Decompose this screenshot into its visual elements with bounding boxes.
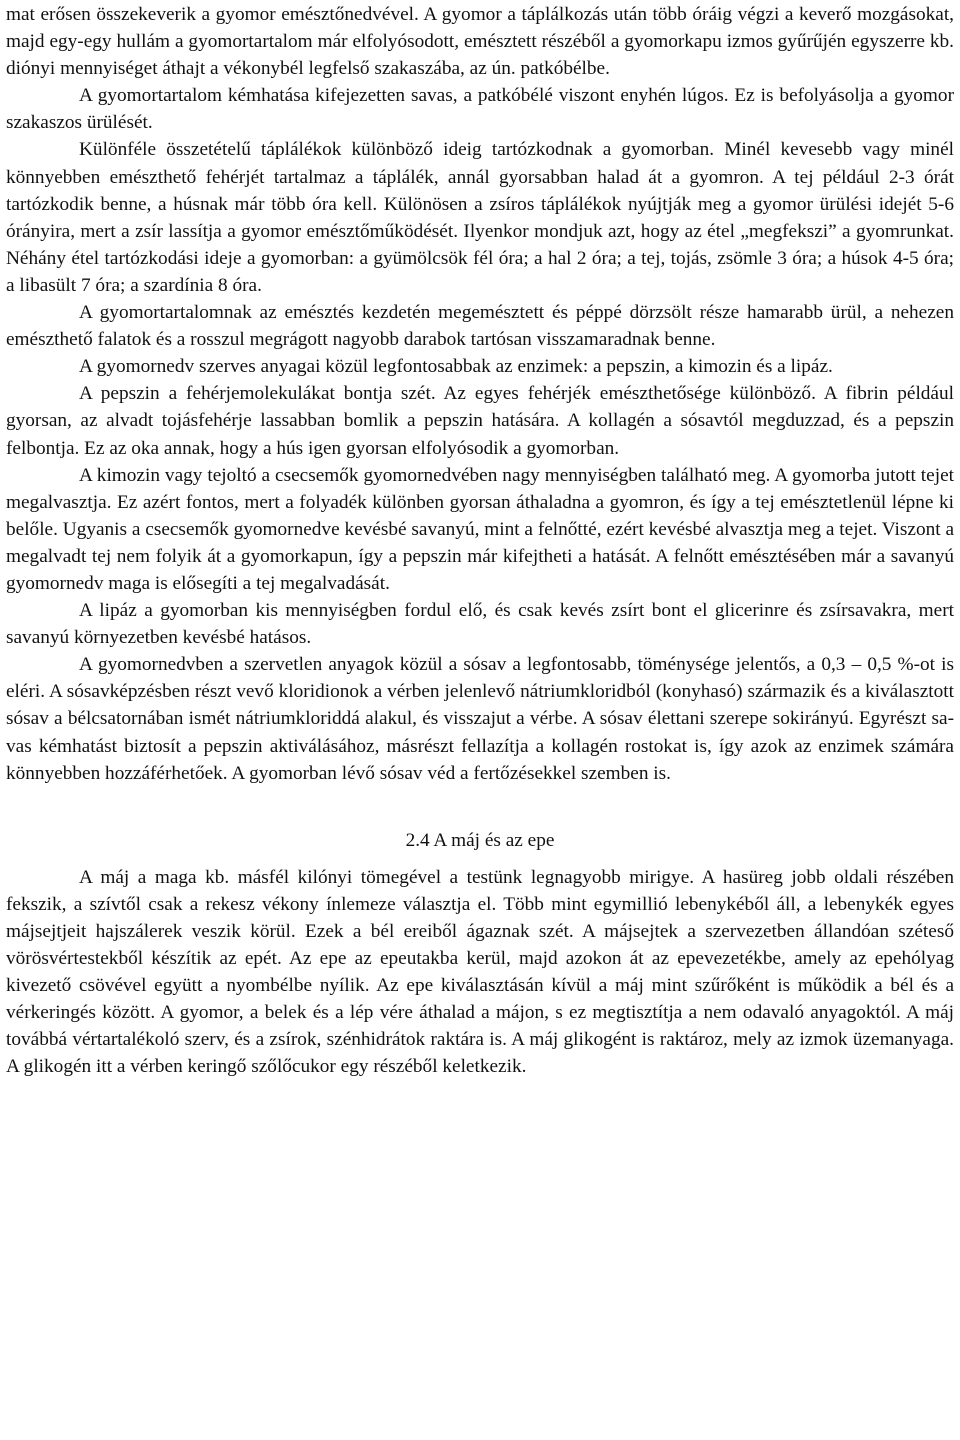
paragraph: A lipáz a gyomorban kis mennyiségben fordul elő, és csak kevés zsírt bont el glicerinre és zsírsavakra, mert savanyú környezetben kevésbé hatásos. <box>6 600 954 649</box>
section-heading: 2.4 A máj és az epe <box>405 829 555 851</box>
paragraph: A kimozin vagy tejoltó a csecsemők gyomornedvében nagy mennyiségben található meg. A gyomorba jutott tejet megalvasztja. Ez azért fontos, mert a folyadék különben gyorsan áthaladna a gyomron, és így a tej emésztetlenül lépne ki belőle. Ugyanis a csecsemők gyomornedve kevésbé savanyú, mint a felnőtté, ezért kevésbé alvasztja meg a tejet. Viszont a megalvadt tej nem folyik át a gyomorkapun, így a pepszin már kifejtheti a hatását. A felnőtt emésztésében már a savanyú gyomornedv maga is elősegíti a tej megalvadását. <box>6 464 954 594</box>
paragraph: Különféle összetételű táplálékok különböző ideig tartózkodnak a gyomorban. Minél kevesebb vagy minél könnyebben emészthető fehérjét tartalmaz a táplálék, annál gyorsabban halad át a gyomron. A tej például 2-3 órát tartózkodik benne, a húsnak már több óra kell. Különösen a zsíros táplálékok nyújtják meg a gyomor ürülési idejét 5-6 órányira, mert a zsír lassítja a gyomor emésztőműködését. Ilyenkor mondjuk azt, hogy az étel „megfekszi” a gyomrunkat. Néhány étel tartózkodási ideje a gyomorban: a gyümölcsök fél óra; a hal 2 óra; a tej, tojás, zsömle 3 óra; a húsok 4-5 óra; a libasült 7 óra; a szardínia 8 óra. <box>6 139 954 296</box>
paragraph: A gyomortartalomnak az emésztés kezdetén megemésztett és péppé dörzsölt része hamarabb ürül, a nehezen emészthető falatok és a rosszul megrágott nagyobb darabok tartósan visszamaradnak benne. <box>6 302 954 351</box>
paragraph: A pepszin a fehérjemolekulákat bontja szét. Az egyes fehérjék emészthetősége különböző. A fibrin például gyorsan, az alvadt tojásfehérje lassabban bomlik a pepszin hatására. A kollagén a sósavtól megduzzad, és a pepszin felbontja. Ez az oka annak, hogy a hús igen gyorsan elfolyósodik a gyomorban. <box>6 383 954 459</box>
paragraph: A gyomortartalom kémhatása kifejezetten savas, a patkóbélé viszont enyhén lúgos. Ez is befolyásolja a gyomor szakaszos ürülését. <box>6 85 954 134</box>
paragraph: A gyomornedvben a szervetlen anyagok közül a sósav a legfontosabb, töménysége jelentős, a 0,3 – 0,5 %-ot is eléri. A sósavképzésben részt vevő kloridionok a vérben jelenlevő nátriumkloridból (konyhasó) származik és a kiválasztott sósav a bélcsatornában ismét nátriumkloriddá alakul, és visszajut a vérbe. A sósav élettani szerepe sokirányú. Egyrészt savas kémhatást biztosít a pepszin aktiválásához, másrészt fellazítja a kollagén rostokat is, így azok az enzimek számára könnyebben hozzáférhetőek. A gyomorban lévő sósav véd a fertőzésekkel szemben is. <box>6 654 954 784</box>
paragraph: mat erősen összekeverik a gyomor emésztőnedvével. A gyomor a táplálkozás után több óráig végzi a keverő mozgásokat, majd egy-egy hullám a gyomortartalom már elfolyósodott, emésztett részéből a gyomorkapu izmos gyűrűjén egyszerre kb. diónyi mennyiséget áthajt a vékonybél legfelső szakaszába, az ún. patkóbélbe. <box>6 4 954 80</box>
paragraph: A gyomornedv szerves anyagai közül legfontosabbak az enzimek: a pepszin, a kimozin és a lipáz. <box>79 356 833 378</box>
body-text-top <box>6 1 954 787</box>
paragraph: A máj a maga kb. másfél kilónyi tömegével a testünk legnagyobb mirigye. A hasüreg jobb oldali részében fekszik, a szívtől csak a rekesz vékony ínlemeze választja el. Több mint egymillió lebenykéből áll, a lebenykék egyes májsejtjeit hajszálerek veszik körül. Ezek a bél ereiből ágaznak szét. A májsejtek a szervezetben állandóan széteső vörösvértestekből készítik az epét. Az epe az epeutakba kerül, majd azokon át az epevezetékbe, amely az epehólyag kivezető csövével együtt a nyombélbe nyílik. Az epe kiválasztásán kívül a máj mint szűrőként is működik a bél és a vérkeringés között. A gyomor, a belek és a lép vére áthalad a májon, s ez megtisztítja a nem odavaló anyagoktól. A máj továbbá vértartalékoló szerv, és a zsírok, szénhidrátok raktára is. A máj glikogént is raktároz, mely az izmok üzemanyaga. A glikogén itt a vérben keringő szőlőcukor egy részéből keletkezik. <box>6 866 954 1078</box>
body-text-bottom <box>6 864 954 1081</box>
